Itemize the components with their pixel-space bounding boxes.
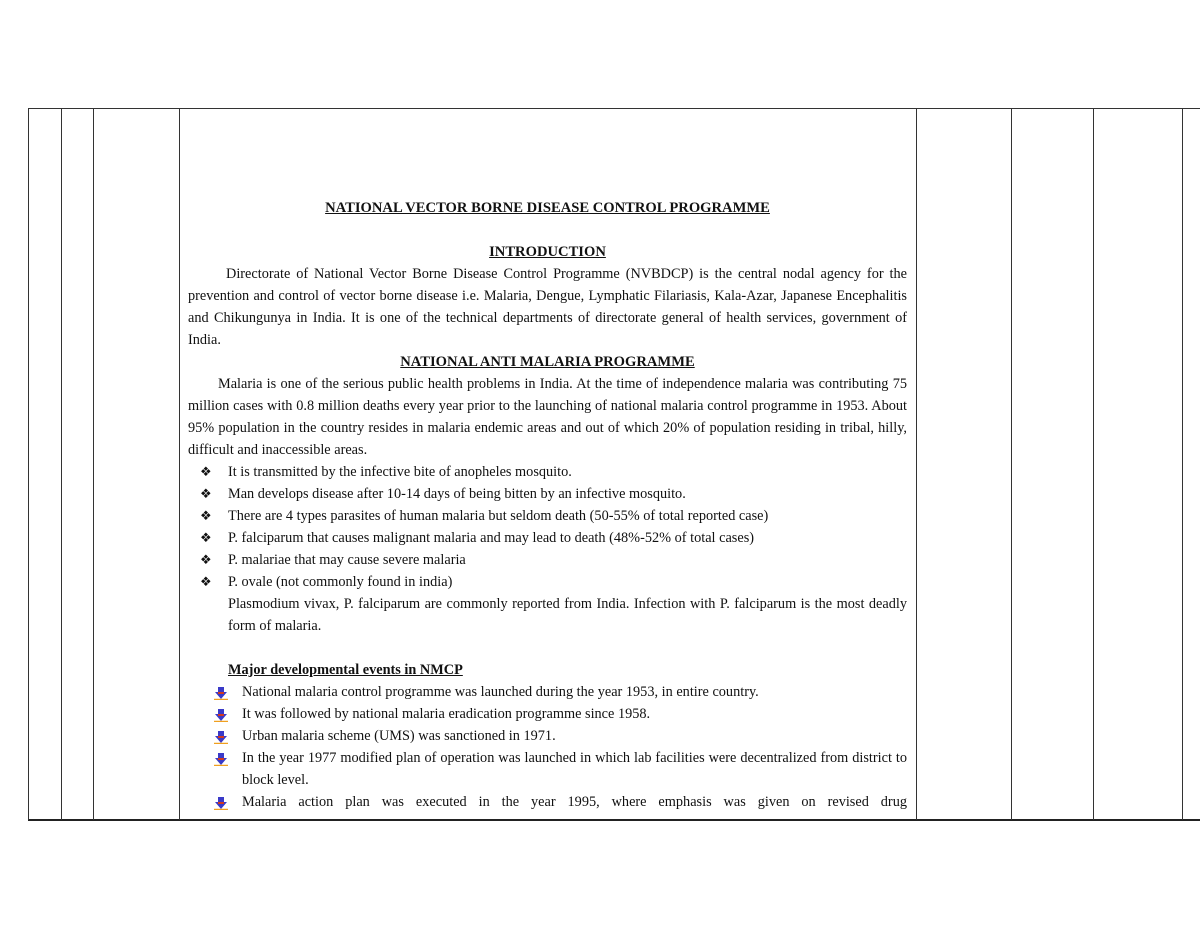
list-item-text: There are 4 types parasites of human malaria but seldom death (50-55% of total reported case) xyxy=(228,508,769,524)
list-item xyxy=(188,527,907,549)
diamond-bullet-icon: ❖ xyxy=(200,486,212,501)
table-column-border xyxy=(61,108,62,820)
list-item-text: It was followed by national malaria eradication programme since 1958. xyxy=(242,706,651,722)
table-column-border xyxy=(28,108,29,820)
content-cell xyxy=(188,108,907,818)
list-item-text: In the year 1977 modified plan of operation was launched in which lab facilities were decentralized from district to block level. xyxy=(242,750,907,788)
diamond-bullet-icon: ❖ xyxy=(200,574,212,589)
list-item-text: P. malariae that may cause severe malaria xyxy=(228,552,466,568)
diamond-bullet-icon: ❖ xyxy=(200,464,212,479)
table-column-border xyxy=(1093,108,1094,820)
list-item-text: Malaria action plan was executed in the year 1995, where emphasis was given on revised drug xyxy=(242,794,907,810)
list-item-text: National malaria control programme was launched during the year 1953, in entire country. xyxy=(242,684,759,700)
document-title: NATIONAL VECTOR BORNE DISEASE CONTROL PROGRAMME xyxy=(325,200,770,216)
arrow-down-bullet-icon xyxy=(214,686,228,700)
malaria-paragraph: Malaria is one of the serious public health problems in India. At the time of independence malaria was contributing 75 million cases with 0.8 million deaths every year prior to the launching of national malaria control programme in 1953. About 95% population in the country resides in malaria endemic areas and out of which 20% of population residing in tribal, hilly, difficult and inaccessible areas. xyxy=(188,376,907,458)
events-heading: Major developmental events in NMCP xyxy=(228,662,463,678)
list-item-text: It is transmitted by the infective bite of anopheles mosquito. xyxy=(228,464,572,480)
list-item-text: Urban malaria scheme (UMS) was sanctioned in 1971. xyxy=(242,728,556,744)
table-column-border xyxy=(93,108,94,820)
malaria-heading: NATIONAL ANTI MALARIA PROGRAMME xyxy=(400,354,695,370)
diamond-bullet-icon: ❖ xyxy=(200,552,212,567)
list-item-text: P. ovale (not commonly found in india) xyxy=(228,574,453,590)
list-item xyxy=(188,571,907,593)
diamond-bullet-icon: ❖ xyxy=(200,508,212,523)
arrow-down-bullet-icon xyxy=(214,730,228,744)
malaria-note: Plasmodium vivax, P. falciparum are commonly reported from India. Infection with P. falciparum is the most deadly form of malaria. xyxy=(228,596,907,634)
list-item xyxy=(188,461,907,483)
table-column-border xyxy=(1011,108,1012,820)
arrow-down-bullet-icon xyxy=(214,708,228,722)
introduction-paragraph: Directorate of National Vector Borne Disease Control Programme (NVBDCP) is the central nodal agency for the prevention and control of vector borne disease i.e. Malaria, Dengue, Lymphatic Filariasis, Kala-Azar, Japanese Encephalitis and Chikungunya in India. It is one of the technical departments of directorate general of health services, government of India. xyxy=(188,266,907,348)
arrow-down-bullet-icon xyxy=(214,796,228,810)
table-column-border xyxy=(916,108,917,820)
list-item xyxy=(188,483,907,505)
introduction-heading: INTRODUCTION xyxy=(489,244,606,260)
diamond-bullet-icon: ❖ xyxy=(200,530,212,545)
list-item xyxy=(188,549,907,571)
arrow-down-bullet-icon xyxy=(214,752,228,766)
table-column-border xyxy=(179,108,180,820)
table-column-border xyxy=(1182,108,1183,820)
list-item-text: P. falciparum that causes malignant malaria and may lead to death (48%-52% of total cases) xyxy=(228,530,755,546)
list-item-text: Man develops disease after 10-14 days of being bitten by an infective mosquito. xyxy=(228,486,686,502)
list-item xyxy=(188,505,907,527)
